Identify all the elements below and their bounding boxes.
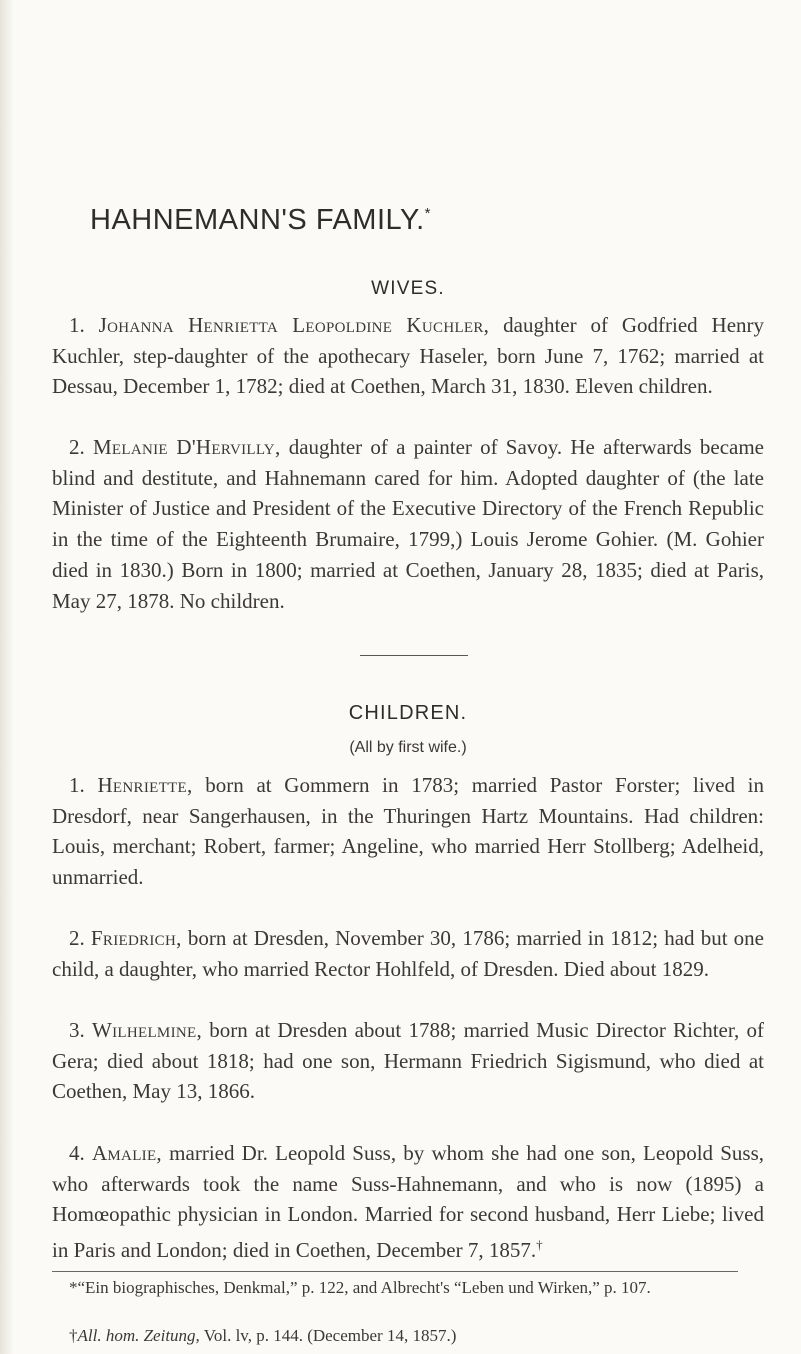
section-divider: [360, 655, 468, 656]
footnote-mark: *: [69, 1278, 78, 1297]
child-entry-number: 2.: [69, 926, 85, 950]
child-entry-text: married Dr. Leopold Suss, by whom she had one son, Leopold Suss, who afterwards took the name Suss-Hahnemann, and who is now (1895) a Homœopathic physician in London. Married for second husband, Herr Liebe; lived in Paris and London; died in Coethen, December 7, 1857.: [52, 1141, 764, 1263]
child-entry-number: 1.: [69, 773, 85, 797]
footnote-text: “Ein biographisches, Denkmal,” p. 122, and Albrecht's “Leben und Wirken,” p. 107.: [77, 1278, 651, 1297]
wife-entry-2: [52, 432, 764, 616]
wife-entry-name: Melanie D'Hervilly,: [92, 435, 281, 459]
footnote-2: [52, 1324, 764, 1348]
footnote-rule: [52, 1271, 738, 1272]
footnote-mark: †: [69, 1326, 78, 1345]
child-entry-name: Friedrich,: [90, 926, 182, 950]
page-edge-shadow: [0, 0, 14, 1354]
wife-entry-number: 1.: [69, 313, 85, 337]
wife-entry-text: daughter of Godfried Henry Kuchler, step-daughter of the apothecary Haseler, born June 7, 1762; married at Dessau, December 1, 1782; died at Coethen, March 31, 1830. Eleven children.: [52, 313, 765, 399]
wife-entry-number: 2.: [69, 435, 85, 459]
child-entry-4: [52, 1138, 764, 1266]
wife-entry-text: daughter of a painter of Savoy. He afterwards became blind and destitute, and Hahnemann cared for him. Adopted daughter of (the late Minister of Justice and President of the Executive Directory of the French Republic in the time of the Eighteenth Brumaire, 1799,) Louis Jerome Gohier. (M. Gohier died in 1830.) Born in 1800; married at Coethen, January 28, 1835; died at Paris, May 27, 1878. No children.: [52, 435, 765, 613]
footnote-1: [52, 1276, 764, 1300]
child-entry-text: born at Gommern in 1783; married Pastor Forster; lived in Dresdorf, near Sangerhausen, in the Thuringen Hartz Mountains. Had children: Louis, merchant; Robert, farmer; Angeline, who married Herr Stollberg; Adelheid, unmarried.: [52, 773, 765, 890]
children-subheading: (All by first wife.): [349, 739, 467, 756]
child-entry-name: Amalie,: [91, 1141, 162, 1165]
child-entry-text: born at Dresden, November 30, 1786; married in 1812; had but one child, a daughter, who married Rector Hohlfeld, of Dresden. Died about 1829.: [52, 926, 764, 981]
wife-entry-1: [52, 310, 764, 402]
child-entry-2: [52, 923, 764, 984]
title-footnote-marker: *: [424, 205, 431, 222]
child-entry-1: [52, 770, 764, 893]
child-entry-number: 3.: [69, 1018, 85, 1042]
page-title: [90, 204, 730, 237]
child-entry-name: Henriette,: [97, 773, 193, 797]
wives-heading: WIVES.: [371, 278, 445, 299]
child-footnote-marker: †: [536, 1237, 543, 1253]
footnote-journal-title: All. hom. Zeitung,: [77, 1326, 200, 1345]
child-entry-number: 4.: [69, 1141, 85, 1165]
child-entry-text: born at Dresden about 1788; married Music Director Richter, of Gera; died about 1818; had one son, Hermann Friedrich Sigismund, who died at Coethen, May 13, 1866.: [52, 1018, 765, 1104]
footnote-text: Vol. lv, p. 144. (December 14, 1857.): [203, 1326, 457, 1345]
wife-entry-name: Johanna Henrietta Leopoldine Kuchler,: [98, 313, 490, 337]
children-heading: CHILDREN.: [348, 702, 468, 724]
child-entry-name: Wilhelmine,: [92, 1018, 203, 1042]
page-title-text: HAHNEMANN'S FAMILY.: [90, 204, 425, 236]
child-entry-3: [52, 1015, 764, 1107]
